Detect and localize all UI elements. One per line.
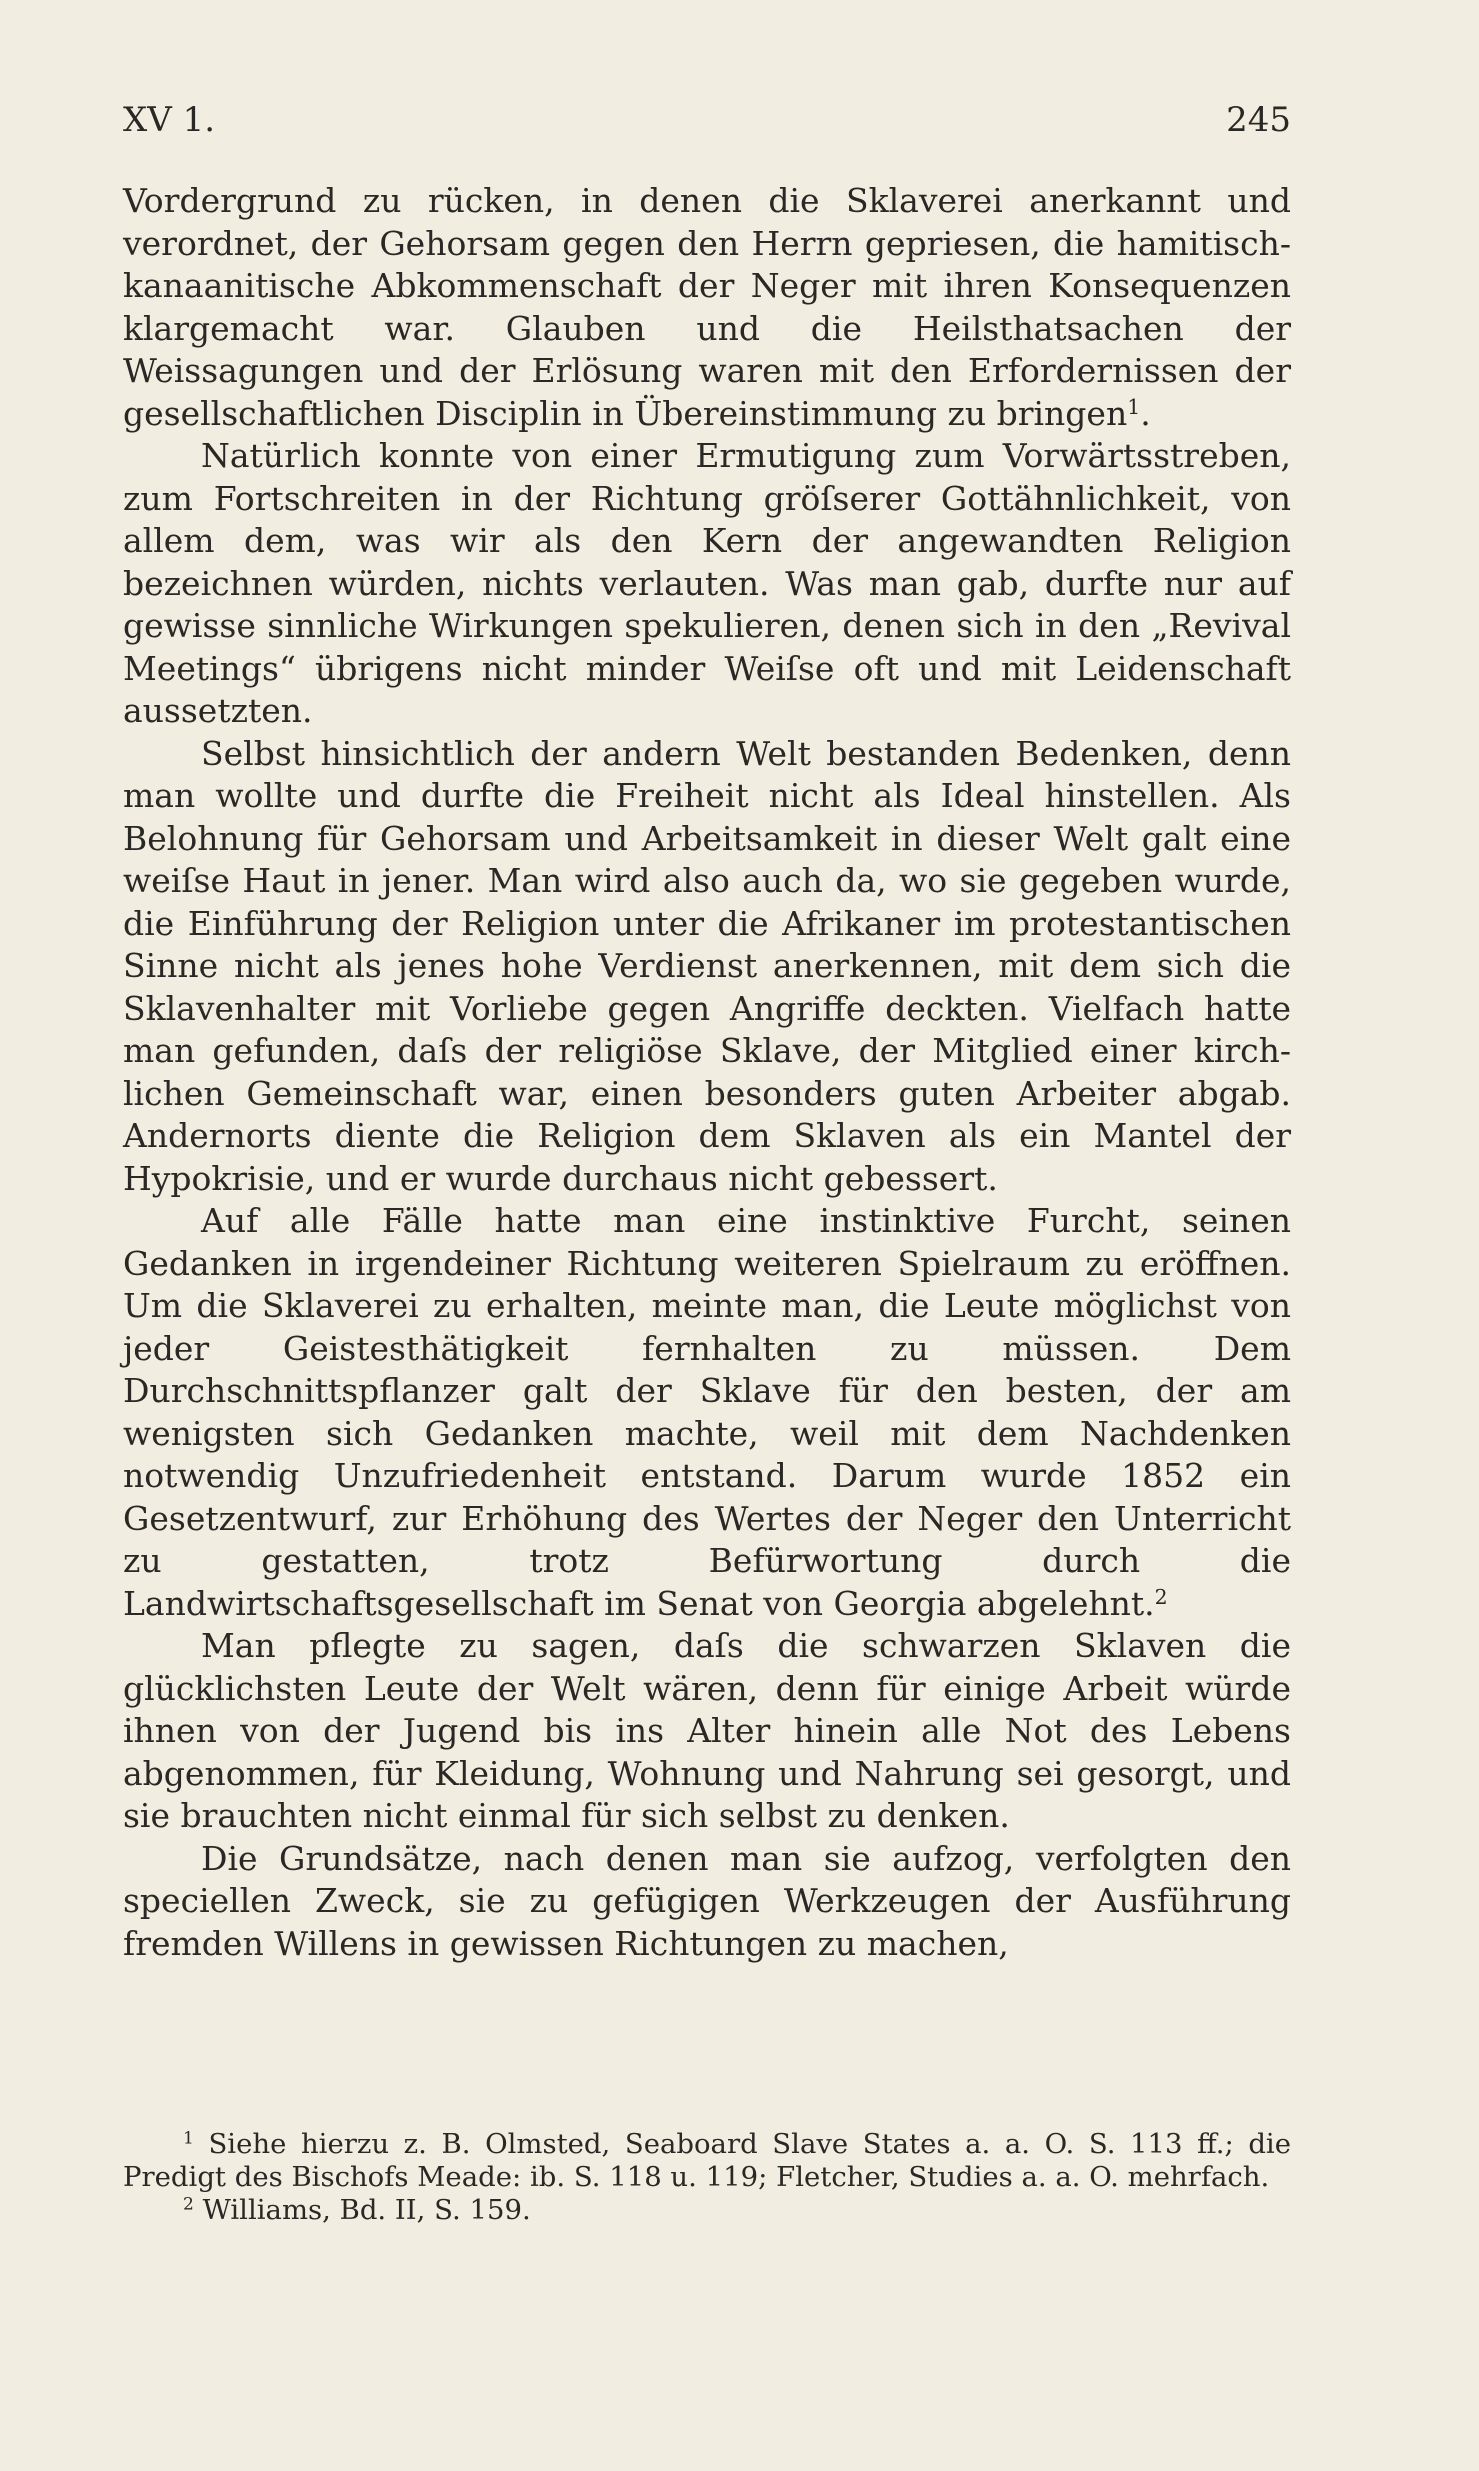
footnote-text: Siehe hierzu z. B. Olmsted, Seaboard Slave States a. a. O. S. 113 ff.; die Predigt des Bischofs Meade: ib. S. 118 u. 119; Fletcher, Studies a. a. O. mehrfach. [123, 2128, 1291, 2193]
paragraph [123, 180, 1291, 435]
footnote [123, 2194, 1291, 2227]
signature-mark: XV 1. [123, 100, 216, 140]
paragraph-text: Natürlich konnte von einer Ermutigung zum Vorwärtsstreben, zum Fortschreiten in der Richtung gröſserer Gottähnlichkeit, von allem dem, was wir als den Kern der angewandten Religion bezeichnen würden, nichts verlauten. Was man gab, durfte nur auf gewisse sinnliche Wirkungen spekulieren, denen sich in den „Revival Meetings“ übrigens nicht minder Weiſse oft und mit Leidenschaft aussetzten. [123, 436, 1291, 730]
paragraph [123, 1200, 1291, 1625]
paragraph-text: Die Grundsätze, nach denen man sie aufzog, verfolgten den speciellen Zweck, sie zu gefügigen Werkzeugen der Ausführung fremden Willens in gewissen Richtungen zu machen, [123, 1838, 1291, 1963]
page-number: 245 [1226, 100, 1291, 140]
paragraph [123, 1838, 1291, 1966]
footnote-reference: 1 [1127, 394, 1141, 419]
paragraph [123, 733, 1291, 1201]
paragraph [123, 435, 1291, 733]
running-header [123, 96, 1291, 144]
paragraph-text: Selbst hinsichtlich der andern Welt bestanden Bedenken, denn man wollte und durfte die Freiheit nicht als Ideal hinstellen. Als Belohnung für Gehorsam und Arbeitsamkeit in dieser Welt galt eine weiſse Haut in jener. Man wird also auch da, wo sie gegeben wurde, die Einführung der Religion unter die Afrikaner im protestantischen Sinne nicht als jenes hohe Verdienst anerkennen, mit dem sich die Sklavenhalter mit Vorliebe gegen Angriffe deckten. Vielfach hatte man gefunden, daſs der religiöse Sklave, der Mitglied einer kirchlichen Gemeinschaft war, einen besonders guten Arbeiter abgab. Andernorts diente die Religion dem Sklaven als ein Mantel der Hypokrisie, und er wurde durchaus nicht gebessert. [123, 733, 1291, 1198]
footnote-mark: 1 [183, 2128, 194, 2149]
footnote-reference: 2 [1154, 1584, 1168, 1609]
footnotes [123, 2128, 1291, 2227]
footnote-mark: 2 [183, 2194, 194, 2215]
paragraph-tail: . [1140, 393, 1151, 433]
main-text [123, 180, 1291, 1965]
footnote-text: Williams, Bd. II, S. 159. [202, 2194, 531, 2226]
paragraph-text: Man pflegte zu sagen, daſs die schwarzen Sklaven die glücklichsten Leute der Welt wären, denn für einige Arbeit würde ihnen von der Jugend bis ins Alter hinein alle Not des Lebens abgenommen, für Kleidung, Wohnung und Nahrung sei gesorgt, und sie brauchten nicht einmal für sich selbst zu denken. [123, 1626, 1291, 1835]
footnote [123, 2128, 1291, 2194]
paragraph-text: Vordergrund zu rücken, in denen die Sklaverei anerkannt und verordnet, der Gehorsam gegen den Herrn gepriesen, die hamitisch-kanaanitische Abkommenschaft der Neger mit ihren Konsequenzen klargemacht war. Glauben und die Heilsthatsachen der Weissagungen und der Erlösung waren mit den Erfordernissen der gesellschaftlichen Disciplin in Übereinstimmung zu bringen [123, 181, 1291, 433]
paragraph-text: Auf alle Fälle hatte man eine instinktive Furcht, seinen Gedanken in irgendeiner Richtung weiteren Spielraum zu eröffnen. Um die Sklaverei zu erhalten, meinte man, die Leute möglichst von jeder Geistesthätigkeit fernhalten zu müssen. Dem Durchschnittspflanzer galt der Sklave für den besten, der am wenigsten sich Gedanken machte, weil mit dem Nachdenken notwendig Unzufriedenheit entstand. Darum wurde 1852 ein Gesetzentwurf, zur Erhöhung des Wertes der Neger den Unterricht zu gestatten, trotz Befürwortung durch die Landwirtschaftsgesellschaft im Senat von Georgia abgelehnt. [123, 1201, 1291, 1623]
paragraph [123, 1625, 1291, 1838]
